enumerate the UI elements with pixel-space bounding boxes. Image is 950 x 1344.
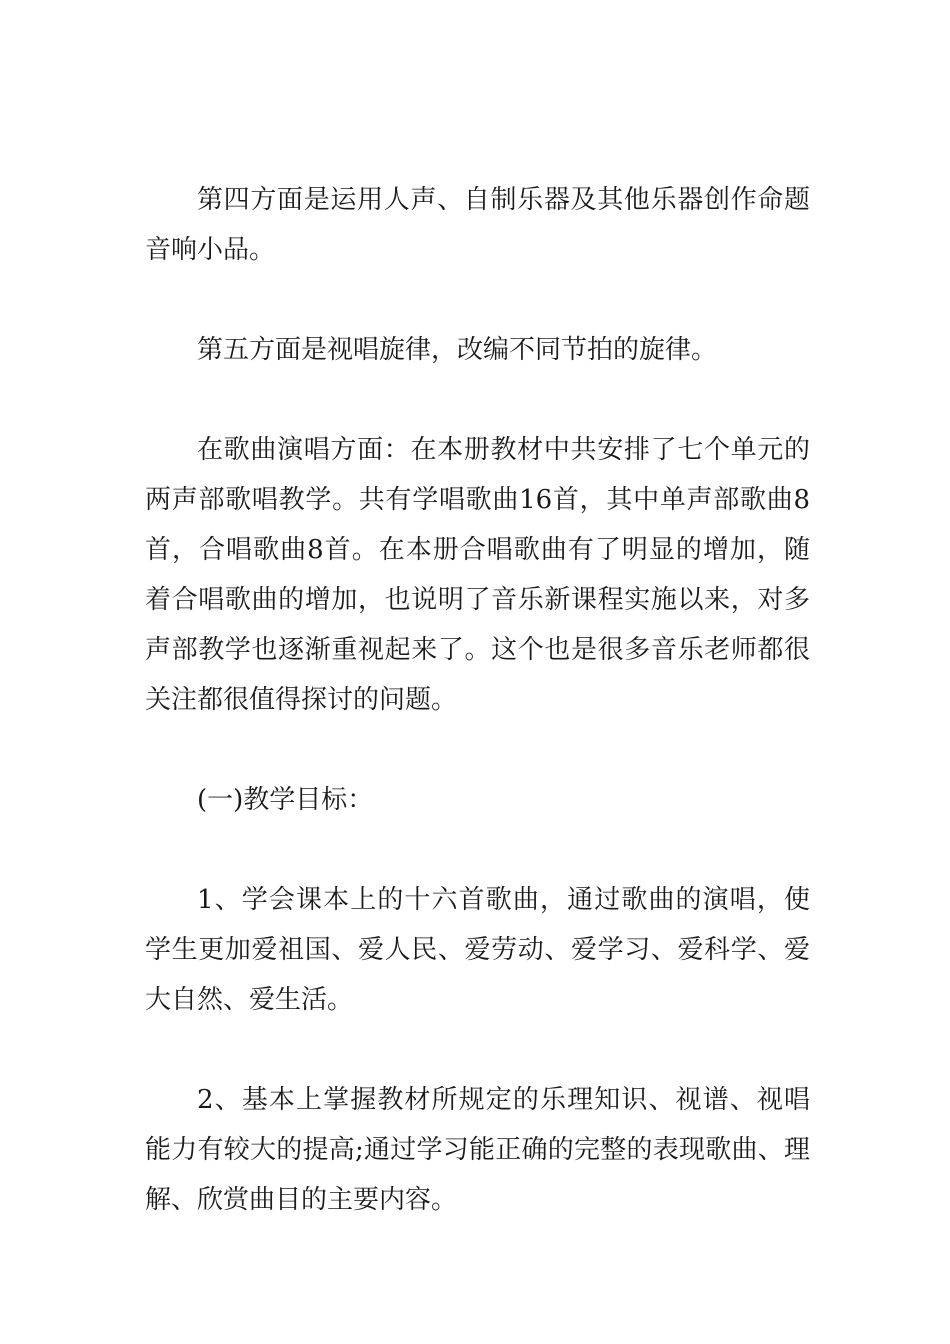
paragraph-song-singing: 在歌曲演唱方面：在本册教材中共安排了七个单元的两声部歌唱教学。共有学唱歌曲16首，其中单声部歌曲8首，合唱歌曲8首。在本册合唱歌曲有了明显的增加，随着合唱歌曲的增加，也说明了音乐新课程实施以来，对多声部教学也逐渐重视起来了。这个也是很多音乐老师都很关注都很值得探讨的问题。 bbox=[145, 435, 810, 715]
paragraph-fourth-aspect: 第四方面是运用人声、自制乐器及其他乐器创作命题音响小品。 bbox=[145, 185, 810, 265]
paragraph-goal-2: 2、基本上掌握教材所规定的乐理知识、视谱、视唱能力有较大的提高;通过学习能正确的完整的表现歌曲、理解、欣赏曲目的主要内容。 bbox=[145, 1085, 810, 1215]
section-heading-teaching-goals: (一)教学目标： bbox=[197, 785, 374, 815]
paragraph-goal-1: 1、学会课本上的十六首歌曲，通过歌曲的演唱，使学生更加爱祖国、爱人民、爱劳动、爱学习、爱科学、爱大自然、爱生活。 bbox=[145, 885, 810, 1015]
paragraph-fifth-aspect: 第五方面是视唱旋律，改编不同节拍的旋律。 bbox=[197, 335, 718, 365]
